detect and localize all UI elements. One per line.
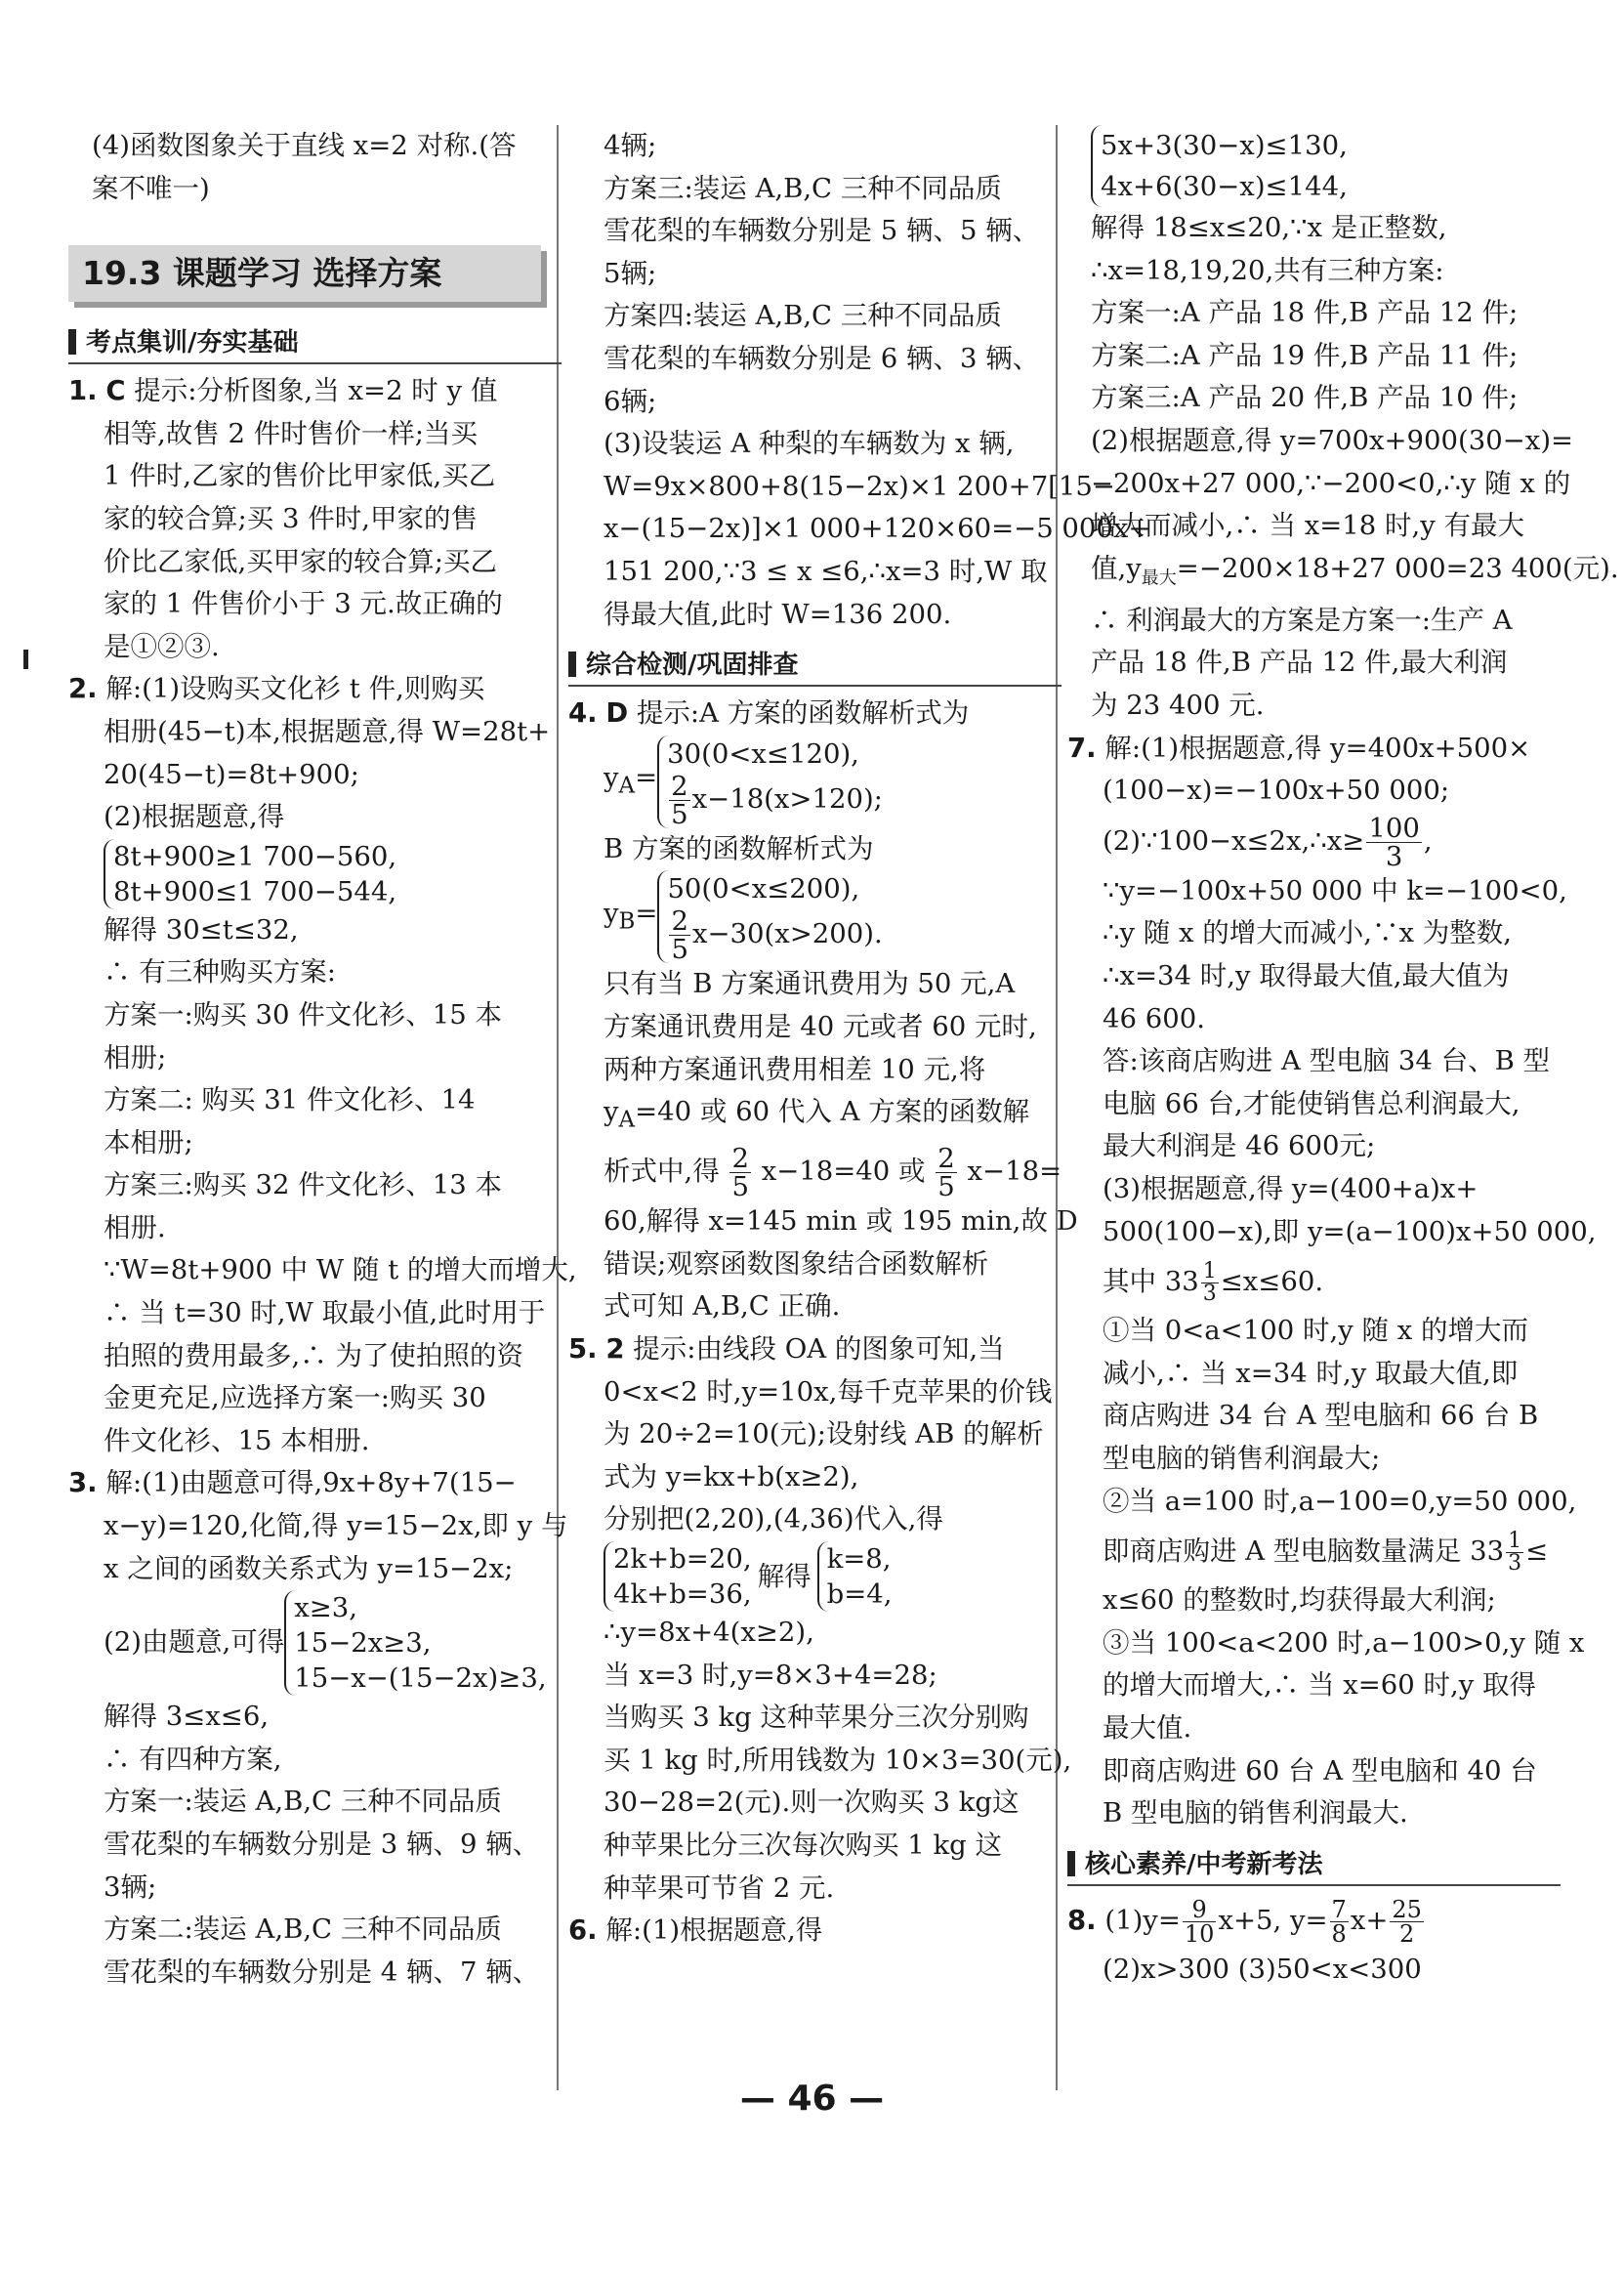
equation: x−30(x>200). bbox=[691, 918, 883, 950]
subsection-heading: 综合检测/巩固排查 bbox=[568, 646, 1062, 687]
text-line: 解:(1)根据题意,得 y=400x+500× bbox=[1104, 732, 1531, 764]
question-number: 1. bbox=[68, 375, 98, 407]
equation: 8t+900≥1 700−560, bbox=[113, 840, 397, 872]
text-line: 方案三:装运 A,B,C 三种不同品质 bbox=[604, 172, 1002, 204]
text-line: 提示:A 方案的函数解析式为 bbox=[628, 697, 970, 730]
text-line: 30−28=2(元).则一次购买 3 kg这 bbox=[604, 1787, 1020, 1819]
text-line: 3辆; bbox=[104, 1871, 157, 1903]
equation: 4k+b=36, bbox=[613, 1577, 752, 1610]
question-number: 2. bbox=[68, 673, 98, 705]
text-line: 产品 18 件,B 产品 12 件,最大利润 bbox=[1091, 647, 1508, 679]
text-line: 雪花梨的车辆数分别是 5 辆、5 辆、 bbox=[604, 215, 1040, 247]
text-line: ∴x=18,19,20,共有三种方案: bbox=[1091, 254, 1444, 286]
fraction: $\frac{9}{10}$ bbox=[1184, 1895, 1215, 1948]
text-line: 相册(45−t)本,根据题意,得 W=28t+ bbox=[104, 715, 551, 747]
text-line: ∵y=−100x+50 000 中 k=−100<0, bbox=[1103, 874, 1567, 906]
text-line: (2)根据题意,得 y=700x+900(30−x)= bbox=[1091, 424, 1574, 456]
answer-value: 2 bbox=[605, 1332, 625, 1365]
text-line: B 方案的函数解析式为 bbox=[604, 832, 874, 864]
text-line: x≤60 的整数时,均获得最大利润; bbox=[1103, 1584, 1496, 1617]
text-line: ∴y=8x+4(x≥2), bbox=[604, 1616, 814, 1648]
equation-system bbox=[1067, 125, 1561, 207]
equation: b=4, bbox=[826, 1577, 893, 1610]
text-line: 减小,∴ 当 x=34 时,y 取最大值,即 bbox=[1103, 1357, 1519, 1389]
margin-mark bbox=[23, 650, 28, 669]
equation: k=8, bbox=[826, 1542, 892, 1575]
heading-bar-icon bbox=[68, 329, 76, 355]
text-line: −200x+27 000,∵−200<0,∴y 随 x 的 bbox=[1091, 467, 1571, 499]
text-line: 方案一:装运 A,B,C 三种不同品质 bbox=[104, 1786, 502, 1818]
text-line: = bbox=[635, 897, 658, 929]
text-line: ②当 a=100 时,a−100=0,y=50 000, bbox=[1103, 1485, 1577, 1517]
text-line: 价比乙家低,买甲家的较合算;买乙 bbox=[104, 545, 498, 577]
text-line: 解得 30≤t≤32, bbox=[104, 913, 299, 946]
text-line: 6辆; bbox=[604, 385, 657, 417]
question-number: 8. bbox=[1067, 1904, 1097, 1936]
text-line: 最大值. bbox=[1103, 1711, 1192, 1744]
text-line: 方案二:A 产品 19 件,B 产品 11 件; bbox=[1091, 339, 1519, 371]
text-line: 式为 y=kx+b(x≥2), bbox=[604, 1460, 859, 1493]
equation: 15−2x≥3, bbox=[294, 1627, 432, 1660]
text-line: (2)∵100−x≤2x,∴x≥ $\frac{100}{3}$ , bbox=[1103, 812, 1433, 872]
text-line: 雪花梨的车辆数分别是 6 辆、3 辆、 bbox=[604, 342, 1040, 374]
text-line: 解:(1)由题意可得,9x+8y+7(15− bbox=[105, 1467, 517, 1499]
text-line: 解:(1)设购买文化衫 t 件,则购买 bbox=[105, 673, 485, 705]
equation: 4x+6(30−x)≤144, bbox=[1101, 171, 1348, 202]
equation-system bbox=[568, 1541, 1062, 1612]
text-line: 8. (1)y= $\frac{9}{10}$ x+5, y= $\frac{7}{8}$ x+ $\frac{25}{2}$ bbox=[1067, 1895, 1422, 1948]
text-line: 方案一:A 产品 18 件,B 产品 12 件; bbox=[1091, 297, 1519, 329]
text-line: 解得 18≤x≤20,∵x 是正整数, bbox=[1091, 212, 1447, 243]
text-line: 案不唯一) bbox=[92, 172, 210, 204]
page-number: — 46 — bbox=[739, 2079, 885, 2119]
text-line: 商店购进 34 台 A 型电脑和 66 台 B bbox=[1103, 1400, 1539, 1432]
fraction: $\frac{100}{3}$ bbox=[1368, 812, 1420, 872]
text-line: 为 23 400 元. bbox=[1091, 690, 1265, 722]
text-line: 相册. bbox=[104, 1211, 166, 1243]
text-line: 解:(1)根据题意,得 bbox=[605, 1914, 823, 1947]
text-line: 方案二: 购买 31 件文化衫、14 bbox=[104, 1084, 476, 1116]
text-line: 家的 1 件售价小于 3 元.故正确的 bbox=[104, 588, 503, 620]
text-line: 方案三:A 产品 20 件,B 产品 10 件; bbox=[1091, 382, 1519, 414]
text-line: 雪花梨的车辆数分别是 3 辆、9 辆、 bbox=[104, 1829, 540, 1860]
text-line: (4)函数图象关于直线 x=2 对称.(答 bbox=[92, 130, 517, 161]
text-line: 本相册; bbox=[104, 1126, 193, 1158]
text-line: (2)x>300 (3)50<x<300 bbox=[1103, 1953, 1422, 1985]
text-line: 错误;观察函数图象结合函数解析 bbox=[604, 1247, 989, 1280]
text-line: 雪花梨的车辆数分别是 4 辆、7 辆、 bbox=[104, 1956, 540, 1988]
text-line: 析式中,得 $\frac{2}{5}$ x−18=40 或 $\frac{2}{5}$ x−18= bbox=[604, 1143, 1062, 1203]
text-line: 两种方案通讯费用相差 10 元,将 bbox=[604, 1053, 986, 1085]
text-line: 型电脑的销售利润最大; bbox=[1103, 1442, 1381, 1474]
text-line: 解得 3≤x≤6, bbox=[104, 1701, 270, 1733]
fraction: $\frac{2}{5}$ bbox=[671, 905, 688, 966]
text-line: 解得 bbox=[757, 1560, 812, 1592]
text-line: 20(45−t)=8t+900; bbox=[104, 758, 359, 790]
text-line: 方案四:装运 A,B,C 三种不同品质 bbox=[604, 300, 1002, 332]
column-2 bbox=[568, 125, 1151, 1953]
fraction: $\frac{2}{5}$ bbox=[937, 1143, 955, 1203]
text-line: 为 20÷2=10(元);设射线 AB 的解析 bbox=[604, 1418, 1044, 1451]
text-line: (2)根据题意,得 bbox=[104, 801, 285, 833]
fraction: $\frac{25}{2}$ bbox=[1392, 1895, 1422, 1948]
text-line: x−y)=120,化简,得 y=15−2x,即 y 与 bbox=[104, 1510, 568, 1542]
text-line: 的增大而增大,∴ 当 x=60 时,y 取得 bbox=[1103, 1669, 1537, 1702]
text-line: ③当 100<a<200 时,a−100>0,y 随 x bbox=[1103, 1626, 1585, 1659]
column-1 bbox=[68, 125, 577, 1994]
text-line: 0<x<2 时,y=10x,每千克苹果的价钱 bbox=[604, 1375, 1053, 1408]
equation: 15−x−(15−2x)≥3, bbox=[294, 1662, 547, 1695]
answer-letter: D bbox=[605, 697, 629, 730]
column-3 bbox=[1067, 125, 1619, 1991]
question-number: 7. bbox=[1067, 732, 1097, 764]
fraction: $\frac{2}{5}$ bbox=[671, 770, 688, 830]
text-line: 相等,故售 2 件时售价一样;当买 bbox=[104, 417, 478, 449]
fraction: $\frac{1}{3}$ bbox=[1508, 1529, 1522, 1577]
text-line: 是①②③. bbox=[104, 630, 220, 662]
text-line: 增大而减小,∴ 当 x=18 时,y 有最大 bbox=[1091, 510, 1525, 542]
subscript: B bbox=[618, 908, 636, 935]
text-line: 得最大值,此时 W=136 200. bbox=[604, 598, 952, 630]
fraction: $\frac{2}{5}$ bbox=[731, 1143, 749, 1203]
text-line: y bbox=[604, 897, 619, 929]
text-line: 分别把(2,20),(4,36)代入,得 bbox=[604, 1503, 943, 1535]
text-line: 当购买 3 kg 这种苹果分三次分别购 bbox=[604, 1702, 1029, 1734]
question-number: 6. bbox=[568, 1914, 598, 1947]
text-line: (2)由题意,可得 bbox=[104, 1626, 285, 1659]
text-line: W=9x×800+8(15−2x)×1 200+7[15− bbox=[604, 470, 1115, 502]
text-line: 只有当 B 方案通讯费用为 50 元,A bbox=[604, 968, 1016, 1000]
text-line: ∴ 有四种方案, bbox=[104, 1743, 282, 1775]
heading-bar-icon bbox=[568, 652, 576, 677]
text-line: 最大利润是 46 600元; bbox=[1103, 1130, 1376, 1162]
text-line: ∴y 随 x 的增大而减小,∵x 为整数, bbox=[1103, 917, 1512, 949]
text-line: (100−x)=−100x+50 000; bbox=[1103, 775, 1450, 807]
text-line: 当 x=3 时,y=8×3+4=28; bbox=[604, 1659, 937, 1691]
text-line: 5辆; bbox=[604, 257, 657, 289]
text-line: 式可知 A,B,C 正确. bbox=[604, 1290, 841, 1323]
text-line: (3)设装运 A 种梨的车辆数为 x 辆, bbox=[604, 428, 1015, 460]
equation: 8t+900≤1 700−544, bbox=[113, 875, 397, 907]
equation-system bbox=[68, 839, 562, 909]
text-line: 提示:由线段 OA 的图象可知,当 bbox=[624, 1332, 1005, 1365]
text-line: 家的较合算;买 3 件时,甲家的售 bbox=[104, 502, 478, 534]
equation: x≥3, bbox=[294, 1592, 357, 1624]
text-line: 即商店购进 A 型电脑数量满足 33 $\frac{1}{3}$ ≤ bbox=[1103, 1529, 1549, 1577]
text-line: x 之间的函数关系式为 y=15−2x; bbox=[104, 1552, 514, 1584]
text-line: 提示:分析图象,当 x=2 时 y 值 bbox=[125, 375, 498, 407]
text-line: B 型电脑的销售利润最大. bbox=[1103, 1797, 1408, 1829]
question-number: 3. bbox=[68, 1467, 98, 1499]
question-number: 5. bbox=[568, 1332, 598, 1365]
text-line: ∴ 有三种购买方案: bbox=[104, 956, 337, 988]
text-line: 相册; bbox=[104, 1041, 167, 1073]
text-line: (3)根据题意,得 y=(400+a)x+ bbox=[1103, 1172, 1478, 1204]
text-line: 件文化衫、15 本相册. bbox=[104, 1424, 370, 1456]
text-line: 151 200,∵3 ≤ x ≤6,∴x=3 时,W 取 bbox=[604, 555, 1048, 587]
piecewise-function-b bbox=[568, 870, 1062, 966]
text-line: ∴ 利润最大的方案是方案一:生产 A bbox=[1091, 604, 1513, 636]
equation: 2k+b=20, bbox=[613, 1542, 752, 1575]
section-title: 19.3 课题学习 选择方案 bbox=[68, 245, 541, 302]
text-line: 方案通讯费用是 40 元或者 60 元时, bbox=[604, 1010, 1037, 1042]
text-line: 其中 33 $\frac{1}{3}$ ≤x≤60. bbox=[1103, 1259, 1324, 1307]
text-line: 金更充足,应选择方案一:购买 30 bbox=[104, 1382, 486, 1414]
equation-system bbox=[68, 1590, 562, 1696]
text-line: 46 600. bbox=[1103, 1002, 1205, 1034]
fraction: $\frac{7}{8}$ bbox=[1331, 1895, 1347, 1948]
subsection-heading: 核心素养/中考新考法 bbox=[1067, 1845, 1561, 1886]
text-line: 500(100−x),即 y=(a−100)x+50 000, bbox=[1103, 1215, 1597, 1247]
equation: x−18(x>120); bbox=[691, 782, 883, 815]
text-line: 种苹果比分三次每次购买 1 kg 这 bbox=[604, 1829, 1002, 1861]
subsection-heading: 考点集训/夯实基础 bbox=[68, 323, 562, 364]
text-line: 4辆; bbox=[604, 130, 657, 161]
text-line: ∴ 当 t=30 时,W 取最小值,此时用于 bbox=[104, 1297, 546, 1329]
heading-bar-icon bbox=[1067, 1851, 1075, 1876]
text-line: y bbox=[604, 761, 619, 793]
text-line: 60,解得 x=145 min 或 195 min,故 D bbox=[604, 1205, 1078, 1238]
text-line: 1 件时,乙家的售价比甲家低,买乙 bbox=[104, 460, 496, 492]
text-line: x−(15−2x)]×1 000+120×60=−5 000x+ bbox=[604, 513, 1151, 545]
equation: 5x+3(30−x)≤130, bbox=[1101, 130, 1348, 161]
subscript: A bbox=[618, 773, 636, 799]
text-line: 方案二:装运 A,B,C 三种不同品质 bbox=[104, 1914, 502, 1946]
text-line: 即商店购进 60 台 A 型电脑和 40 台 bbox=[1103, 1754, 1537, 1787]
text-line: 方案三:购买 32 件文化衫、13 本 bbox=[104, 1169, 502, 1201]
text-line: ∵W=8t+900 中 W 随 t 的增大而增大, bbox=[104, 1254, 577, 1286]
fraction: $\frac{1}{3}$ bbox=[1202, 1259, 1217, 1307]
text-line: = bbox=[635, 761, 658, 793]
equation: 50(0<x≤200), bbox=[667, 873, 860, 905]
piecewise-function-a bbox=[568, 736, 1062, 828]
question-number: 4. bbox=[568, 697, 598, 730]
answer-letter: C bbox=[105, 375, 126, 407]
text-line: 买 1 kg 时,所用钱数为 10×3=30(元), bbox=[604, 1744, 1072, 1776]
text-line: 答:该商店购进 A 型电脑 34 台、B 型 bbox=[1103, 1045, 1551, 1077]
text-line: 方案一:购买 30 件文化衫、15 本 bbox=[104, 998, 502, 1030]
text-line: $y_A=40$ 或 60 代入 A 方案的函数解 bbox=[604, 1096, 1030, 1133]
equation: 30(0<x≤120), bbox=[667, 737, 859, 770]
text-line: 电脑 66 台,才能使销售总利润最大, bbox=[1103, 1087, 1520, 1119]
text-line: 种苹果可节省 2 元. bbox=[604, 1871, 835, 1904]
text-line: 值$,y_{最大}=-200\times 18+27$ 000=23 400(元). bbox=[1091, 552, 1619, 589]
text-line: 拍照的费用最多,∴ 为了使拍照的资 bbox=[104, 1339, 523, 1371]
text-line: ①当 0<a<100 时,y 随 x 的增大而 bbox=[1103, 1315, 1528, 1347]
text-line: ∴x=34 时,y 取得最大值,最大值为 bbox=[1103, 960, 1510, 991]
